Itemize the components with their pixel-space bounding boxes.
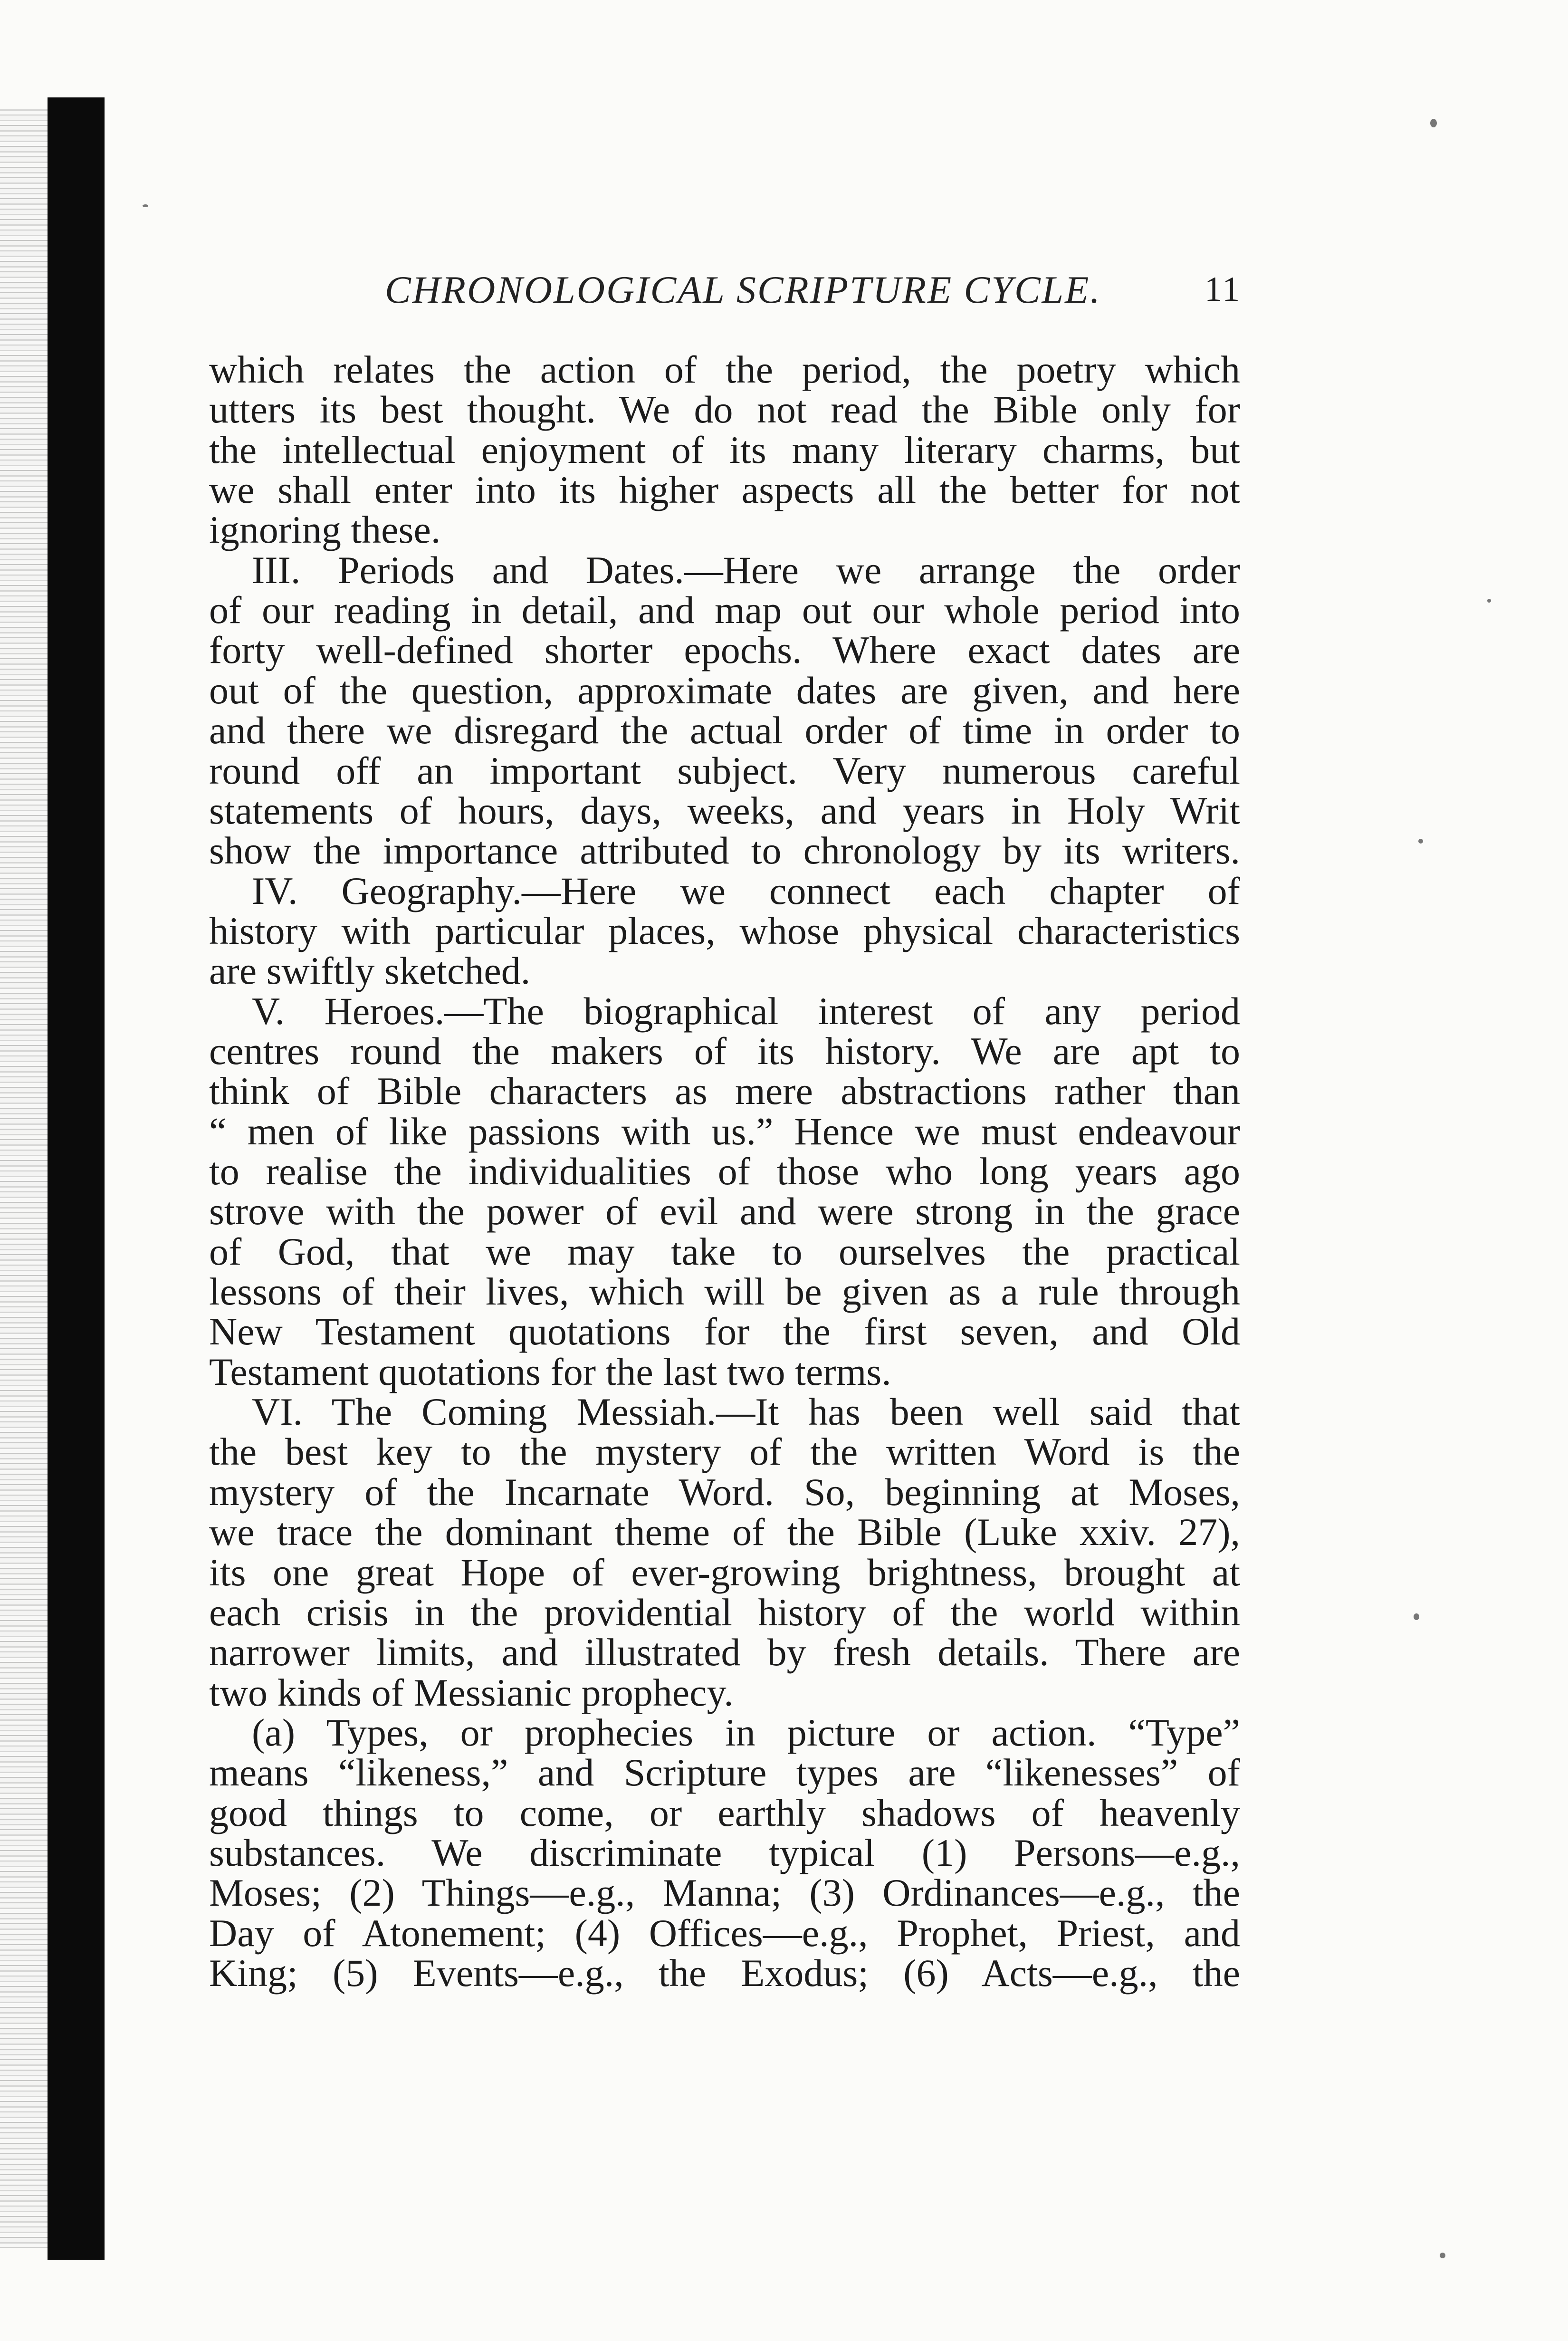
text-line: the intellectual enjoyment of its many literary charms, but — [209, 428, 1240, 471]
text-line: to realise the individualities of those who long years ago — [209, 1150, 1240, 1193]
text-line: are swiftly sketched. — [209, 949, 531, 993]
text-line: history with particular places, whose physical characteristics — [209, 909, 1240, 952]
text-line: VI. The Coming Messiah.—It has been well said that — [252, 1390, 1240, 1434]
text-line: statements of hours, days, weeks, and years in Holy Writ — [209, 788, 1240, 832]
text-line: IV. Geography.—Here we connect each chapter of — [252, 869, 1240, 912]
text-line: Moses; (2) Things—e.g., Manna; (3) Ordinances—e.g., the — [209, 1871, 1240, 1915]
running-title: CHRONOLOGICAL SCRIPTURE CYCLE. — [385, 268, 1101, 311]
text-line: which relates the action of the period, the poetry which — [209, 348, 1240, 391]
text-line: “ men of like passions with us.” Hence we must endeavour — [209, 1109, 1240, 1153]
text-line: its one great Hope of ever-growing brightness, brought at — [209, 1550, 1240, 1594]
text-line: the best key to the mystery of the written Word is the — [209, 1430, 1240, 1474]
text-line: mystery of the Incarnate Word. So, beginning at Moses, — [209, 1470, 1240, 1514]
text-line: we shall enter into its higher aspects all the better for not — [209, 468, 1240, 512]
scan-speck — [1440, 2253, 1445, 2258]
text-line: round off an important subject. Very numerous careful — [209, 748, 1240, 792]
text-line: Testament quotations for the last two terms. — [209, 1350, 891, 1393]
scan-speck — [1414, 1613, 1419, 1620]
text-line: out of the question, approximate dates are given, and here — [209, 668, 1240, 712]
text-line: III. Periods and Dates.—Here we arrange the order — [252, 548, 1240, 592]
text-line: King; (5) Events—e.g., the Exodus; (6) Acts—e.g., the — [209, 1951, 1240, 1995]
binding-gutter-shadow — [48, 97, 105, 2260]
text-line: of God, that we may take to ourselves the practical — [209, 1229, 1240, 1273]
page-number: 11 — [1205, 270, 1242, 309]
text-line: we trace the dominant theme of the Bible (Luke xxiv. 27), — [209, 1510, 1240, 1554]
page-edge-shadow — [0, 109, 48, 2248]
text-line: V. Heroes.—The biographical interest of any period — [252, 989, 1240, 1033]
text-line: substances. We discriminate typical (1) Persons—e.g., — [209, 1831, 1240, 1874]
text-line: narrower limits, and illustrated by fresh details. There are — [209, 1631, 1240, 1674]
text-line: think of Bible characters as mere abstractions rather than — [209, 1069, 1240, 1113]
text-line: ignoring these. — [209, 508, 441, 552]
text-line: means “likeness,” and Scripture types are “likenesses” of — [209, 1751, 1240, 1794]
text-line: each crisis in the providential history of the world within — [209, 1590, 1240, 1634]
text-line: of our reading in detail, and map out our whole period into — [209, 588, 1240, 632]
text-line: utters its best thought. We do not read the Bible only for — [209, 388, 1240, 432]
text-line: (a) Types, or prophecies in picture or action. “Type” — [252, 1710, 1240, 1754]
text-line: and there we disregard the actual order of time in order to — [209, 709, 1240, 752]
text-line: Day of Atonement; (4) Offices—e.g., Prophet, Priest, and — [209, 1911, 1240, 1955]
page-header — [0, 259, 1568, 316]
scan-speck — [1487, 599, 1491, 603]
text-line: two kinds of Messianic prophecy. — [209, 1670, 734, 1714]
text-line: strove with the power of evil and were strong in the grace — [209, 1190, 1240, 1233]
scan-speck — [143, 204, 148, 207]
text-line: show the importance attributed to chronology by its writers. — [209, 829, 1240, 873]
text-line: forty well-defined shorter epochs. Where exact dates are — [209, 628, 1240, 672]
text-line: New Testament quotations for the first seven, and Old — [209, 1310, 1240, 1353]
scan-speck — [1430, 119, 1437, 127]
scan-speck — [1418, 839, 1423, 844]
text-line: centres round the makers of its history. We are apt to — [209, 1029, 1240, 1073]
text-line: good things to come, or earthly shadows of heavenly — [209, 1791, 1240, 1834]
text-line: lessons of their lives, which will be given as a rule through — [209, 1270, 1240, 1314]
